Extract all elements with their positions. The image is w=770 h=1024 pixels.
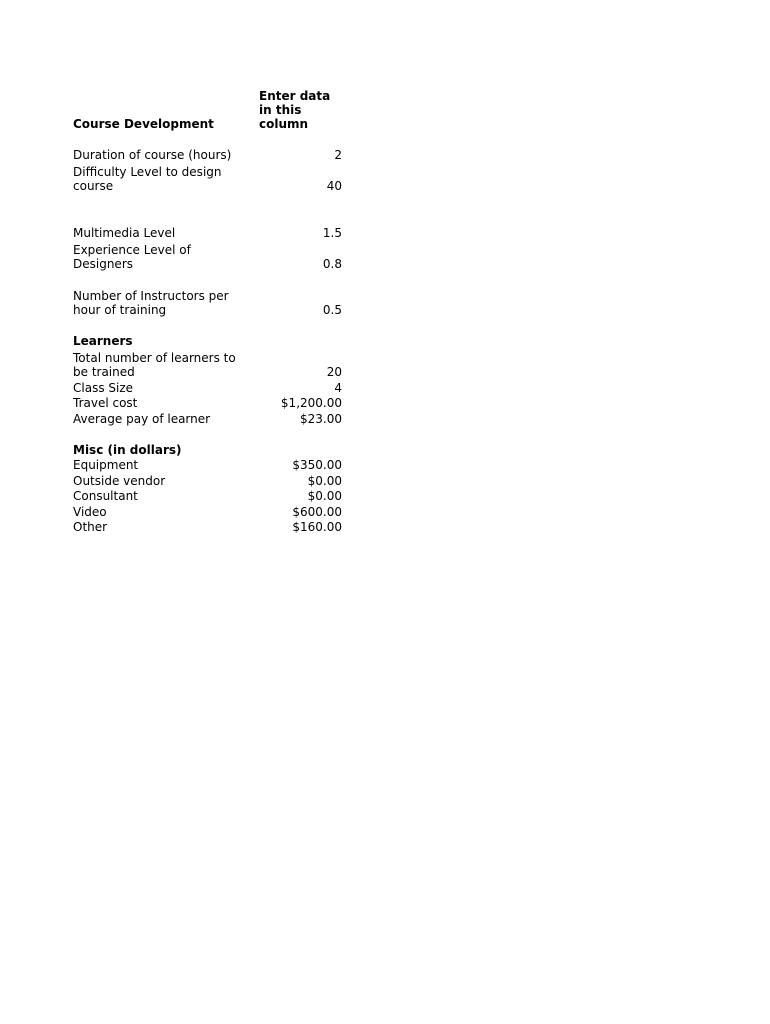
value-equipment[interactable]: $350.00 — [292, 458, 342, 472]
label-duration: Duration of course (hours) — [73, 148, 232, 162]
value-average-pay[interactable]: $23.00 — [300, 412, 342, 426]
label-multimedia: Multimedia Level — [73, 226, 176, 240]
label-outside-vendor: Outside vendor — [73, 474, 166, 488]
value-difficulty[interactable]: 40 — [326, 179, 342, 193]
label-difficulty: Difficulty Level to design course — [73, 165, 222, 193]
section-title-learners: Learners — [73, 334, 133, 348]
label-other: Other — [73, 520, 108, 534]
section-title-misc: Misc (in dollars) — [73, 443, 182, 457]
section-title-course-development: Course Development — [73, 117, 214, 131]
value-duration[interactable]: 2 — [334, 148, 342, 162]
label-average-pay: Average pay of learner — [73, 412, 211, 426]
label-instructors: Number of Instructors per hour of training — [73, 289, 229, 317]
value-outside-vendor[interactable]: $0.00 — [307, 474, 342, 488]
column-header: Enter data in this column — [259, 89, 331, 131]
value-other[interactable]: $160.00 — [292, 520, 342, 534]
value-total-learners[interactable]: 20 — [326, 365, 342, 379]
label-experience: Experience Level of Designers — [73, 243, 191, 271]
value-class-size[interactable]: 4 — [334, 381, 342, 395]
value-travel-cost[interactable]: $1,200.00 — [280, 396, 342, 410]
label-total-learners: Total number of learners to be trained — [73, 351, 236, 379]
label-consultant: Consultant — [73, 489, 138, 503]
label-travel-cost: Travel cost — [73, 396, 138, 410]
label-video: Video — [73, 505, 107, 519]
label-class-size: Class Size — [73, 381, 134, 395]
value-video[interactable]: $600.00 — [292, 505, 342, 519]
value-multimedia[interactable]: 1.5 — [322, 226, 342, 240]
value-instructors[interactable]: 0.5 — [322, 303, 342, 317]
value-consultant[interactable]: $0.00 — [307, 489, 342, 503]
label-equipment: Equipment — [73, 458, 139, 472]
value-experience[interactable]: 0.8 — [322, 257, 342, 271]
